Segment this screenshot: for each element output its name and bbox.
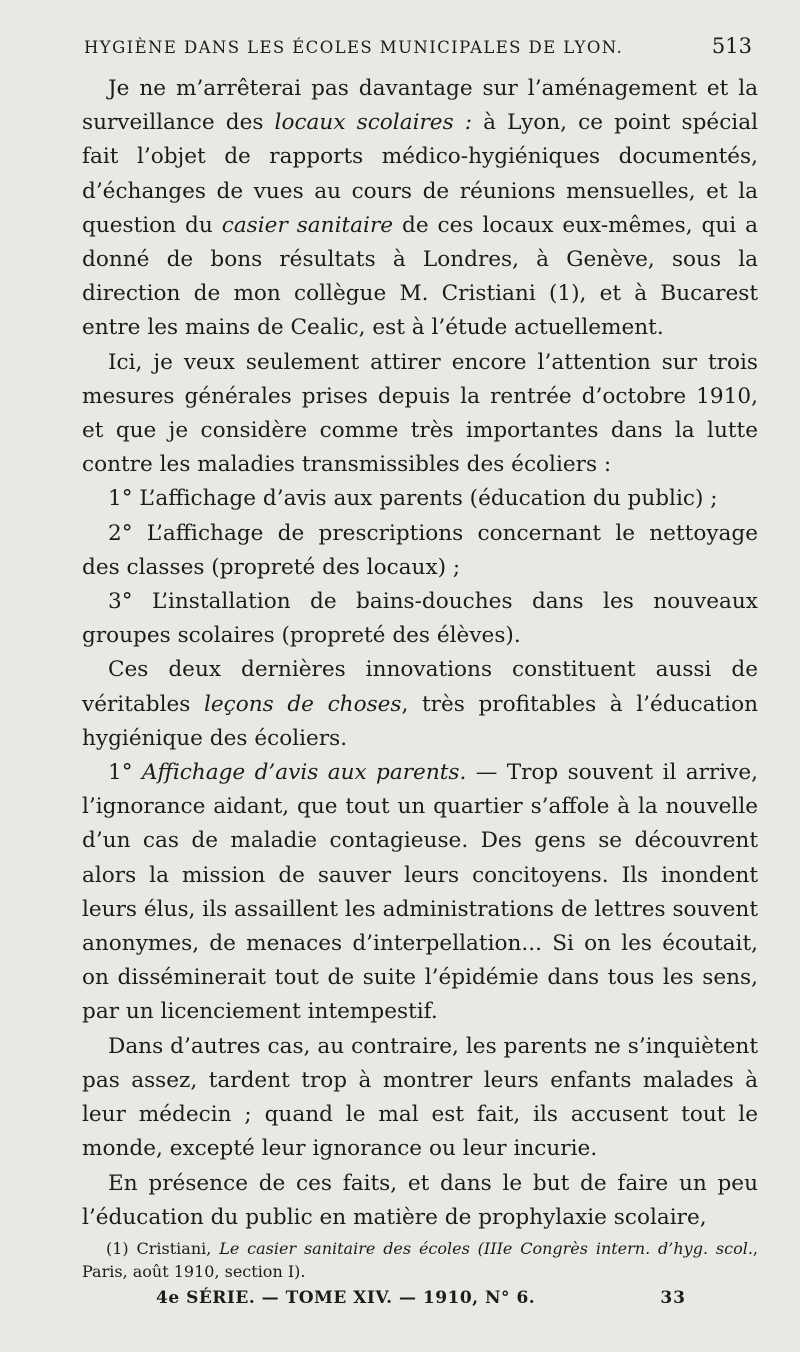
text-segment: 3° L’installation de bains-douches dans les nouveaux groupes scolaires (propreté des élèves). <box>82 589 758 649</box>
paragraph <box>82 756 758 1030</box>
paragraph <box>82 346 758 483</box>
text-segment: Je ne m’arrêterai pas davantage sur l’aménagement et la surveillance des <box>82 76 758 136</box>
italic-text: leçons de choses <box>203 691 402 717</box>
text-segment: Ces deux dernières innovations constituent aussi de véritables <box>82 657 758 717</box>
italic-text: Affichage d’avis aux parents. <box>141 760 467 786</box>
text-segment: Ici, je veux seulement attirer encore l’attention sur trois mesures générales prises depuis la rentrée d’octobre 1910, et que je considère comme très importantes dans la lutte contre les maladies transmissibles des écoliers : <box>82 349 758 478</box>
text-segment: En présence de ces faits, et dans le but de faire un peu l’éducation du public en matière de prophylaxie scolaire, <box>82 1170 758 1230</box>
text-segment: 1° <box>108 760 142 786</box>
paragraph <box>82 72 758 346</box>
series-info: 4e SÉRIE. — TOME XIV. — 1910, N° 6. <box>156 1288 536 1308</box>
signature-mark: 33 <box>660 1288 686 1308</box>
paragraph <box>82 482 758 516</box>
text-segment: 2° L’affichage de prescriptions concernant le nettoyage des classes (propreté des locaux) ; <box>82 520 758 580</box>
text-segment: 1° L’affichage d’avis aux parents (éducation du public) ; <box>108 486 718 512</box>
paragraph <box>82 517 758 585</box>
text-segment: (1) Cristiani, <box>106 1239 220 1258</box>
paragraph <box>82 1167 758 1235</box>
paragraph <box>82 1030 758 1167</box>
italic-text: casier sanitaire <box>221 212 394 238</box>
running-header <box>84 34 752 58</box>
text-segment: , Paris, août 1910, section I). <box>82 1239 758 1281</box>
paragraph <box>82 585 758 653</box>
running-title: HYGIÈNE DANS LES ÉCOLES MUNICIPALES DE LYON. <box>84 38 624 57</box>
text-segment: à Lyon, ce point spécial fait l’objet de rapports médico-hygiéniques documentés, d’échanges de vues au cours de réunions mensuelles, et la question du <box>82 110 758 238</box>
italic-text: locaux scolaires : <box>274 110 473 136</box>
text-segment: , très profitables à l’éducation hygiénique des écoliers. <box>82 691 758 751</box>
text-segment: Dans d’autres cas, au contraire, les parents ne s’inquiètent pas assez, tardent trop à montrer leurs enfants malades à leur médecin ; quand le mal est fait, ils accusent tout le monde, excepté leur ignorance ou leur incurie. <box>82 1033 758 1162</box>
footnote <box>82 1237 758 1283</box>
paragraph <box>82 653 758 756</box>
text-segment: — Trop souvent il arrive, l’ignorance aidant, que tout un quartier s’affole à la nouvelle d’un cas de maladie contagieuse. Des gens se découvrent alors la mission de sauver leurs concitoyens. Ils inondent leurs élus, ils assaillent les administrations de lettres souvent anonymes, de menaces d’interpellation... Si on les écoutait, on disséminerait tout de suite l’épidémie dans tous les sens, par un licenciement intempestif. <box>82 760 758 1025</box>
page-footer <box>156 1288 686 1308</box>
text-segment: de ces locaux eux-mêmes, qui a donné de bons résultats à Londres, à Genève, sous la direction de mon collègue M. Cristiani (1), et à Bucarest entre les mains de Cealic, est à l’étude actuellement. <box>82 212 759 341</box>
italic-text: Le casier sanitaire des écoles (IIIe Congrès intern. d’hyg. scol. <box>219 1239 753 1258</box>
page-number: 513 <box>711 34 752 58</box>
body-text <box>82 72 758 1235</box>
